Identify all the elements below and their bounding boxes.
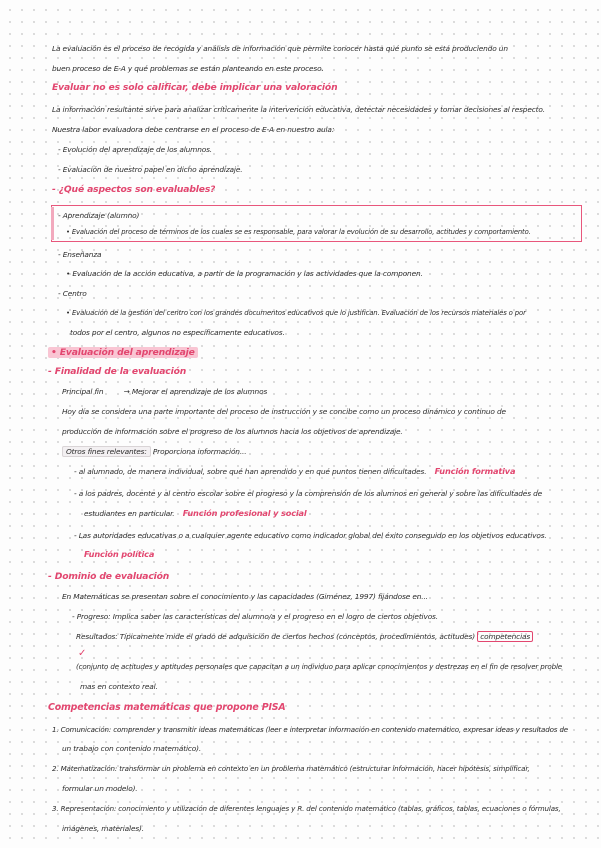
aspecto-ensenanza-detail: • Evaluación de la acción educativa, a partir de la programación y las actividades que la componen. — [66, 269, 423, 278]
aspecto-aprendizaje-detail: • Evaluación del proceso de términos de los cuales se es responsable, para valorar la evolución de su desarrollo, actitudes y comportamiento. — [66, 228, 531, 236]
pisa-item-1-line-2: un trabajo con contenido matemático). — [62, 744, 202, 753]
heading-dominio: - Dominio de evaluación — [48, 571, 170, 582]
dominio-conjunto-line-2: mas en contexto real. — [80, 682, 158, 691]
finalidad-principal — [62, 386, 267, 397]
aspecto-centro-label: - Centro — [58, 289, 87, 298]
fin-autoridades-line-2 — [84, 549, 154, 560]
fin-alumnado — [74, 466, 515, 477]
intro-line-2: buen proceso de E-A y qué problemas se están planteando en este proceso. — [52, 64, 324, 73]
pisa-item-2-line-2: formular un modelo). — [62, 784, 138, 793]
aspecto-centro-detail-2: todos por el centro, algunos no específicamente educativos. — [70, 328, 285, 337]
heading-evaluar-no-calificar: Evaluar no es solo calificar, debe implicar una valoración — [52, 82, 338, 93]
pisa-item-3-line-2: imágenes, materiales). — [62, 824, 144, 833]
fin-alumnado-text: - al alumnado, de manera individual, sobre qué han aprendido y en qué puntos tienen dificultades. — [74, 467, 427, 476]
dominio-resultados — [76, 631, 533, 642]
heading-finalidad: - Finalidad de la evaluación — [48, 366, 187, 377]
heading-pisa: Competencias matemáticas que propone PISA — [48, 702, 286, 713]
finalidad-principal-text: → Mejorar el aprendizaje de los alumnos — [123, 387, 268, 396]
funcion-profesional-tag: Función profesional y social — [182, 508, 307, 518]
dominio-resultados-text: Resultados: Típicamente mide el grado de adquisición de ciertos hechos (conceptos, procedimientos, actitudes) — [76, 632, 475, 641]
heading-evaluacion-aprendizaje-text: • Evaluación del aprendizaje — [48, 347, 198, 358]
pisa-item-2-line-1: 2. Matematización: transformar un problema en contexto en un problema matemático (estructurar información, hacer hipótesis, simplificar, — [52, 764, 530, 773]
informacion-item-2: - Evaluación de nuestro papel en dicho aprendizaje. — [58, 165, 243, 174]
finalidad-hoy-line-2: producción de información sobre el progreso de los alumnos hacia los objetivos de aprendizaje. — [62, 427, 403, 436]
dominio-line-1: En Matemáticas se presentan sobre el conocimiento y las capacidades (Giménez, 1997) fijándose en... — [62, 592, 428, 601]
funcion-formativa-tag: Función formativa — [434, 466, 516, 476]
aprendizaje-box-accent — [51, 207, 54, 240]
otros-fines-text: Proporciona información... — [152, 447, 247, 456]
fin-padres-line-2 — [84, 508, 307, 519]
checkmark-icon: ✓ — [78, 648, 87, 659]
informacion-item-1: - Evolución del aprendizaje de los alumnos. — [58, 145, 213, 154]
dominio-progreso: - Progreso: Implica saber las características del alumno/a y el progreso en el logro de ciertos objetivos. — [72, 612, 438, 621]
fin-autoridades-line-1: - Las autoridades educativas o a cualquier agente educativo como indicador global del éxito conseguido en los objetivos educativos. — [74, 531, 547, 540]
intro-line-1: La evaluación es el proceso de recogida y análisis de información que permite conocer hasta qué punto se está produciendo un — [52, 44, 508, 53]
finalidad-hoy-line-1: Hoy día se considera una parte importante del proceso de instrucción y se concibe como un proceso dinámico y continuo de — [62, 407, 506, 416]
pisa-item-3-line-1: 3. Representación: conocimiento y utilización de diferentes lenguajes y R. del contenido matemático (tablas, gráficos, tablas, ecuaciones o fórmulas, — [52, 804, 561, 813]
fin-padres-line-1: - a los padres, docente y al centro escolar sobre el progreso y la comprensión de los alumnos en general y sobre las dificultades de — [74, 489, 543, 498]
heading-aspectos-evaluables: - ¿Qué aspectos son evaluables? — [52, 184, 216, 195]
aspecto-ensenanza-label: - Enseñanza — [58, 250, 102, 259]
finalidad-otros — [62, 446, 246, 457]
heading-evaluacion-aprendizaje — [48, 346, 198, 359]
aspecto-centro-detail-1: • Evaluación de la gestión del centro con los grandes documentos educativos que lo justifican. Evaluación de los recursos materiales o por — [66, 309, 526, 317]
finalidad-principal-label: Principal fin — [62, 387, 104, 396]
pisa-item-1-line-1: 1. Comunicación: comprender y transmitir ideas matemáticas (leer e interpretar información en contenido matemático, expresar ideas y resultados de — [52, 725, 569, 734]
otros-fines-label: Otros fines relevantes: — [62, 446, 151, 457]
competencias-box: competencias — [477, 631, 533, 642]
informacion-line-2: Nuestra labor evaluadora debe centrarse en el proceso de E-A en nuestro aula: — [52, 125, 335, 134]
informacion-line-1: La información resultante sirve para analizar críticamente la intervención educativa, detectar necesidades y tomar decisiones al respecto. — [52, 105, 545, 114]
aspecto-aprendizaje-label: - Aprendizaje (alumno) — [58, 211, 140, 220]
fin-padres-line-2-text: estudiantes en particular. — [84, 509, 175, 518]
dominio-conjunto-line-1: (conjunto de actitudes y aptitudes personales que capacitan a un individuo para aplicar conocimientos y destrezas en el fin de resolver proble — [76, 662, 562, 671]
funcion-politica-tag: Función política — [84, 549, 155, 559]
